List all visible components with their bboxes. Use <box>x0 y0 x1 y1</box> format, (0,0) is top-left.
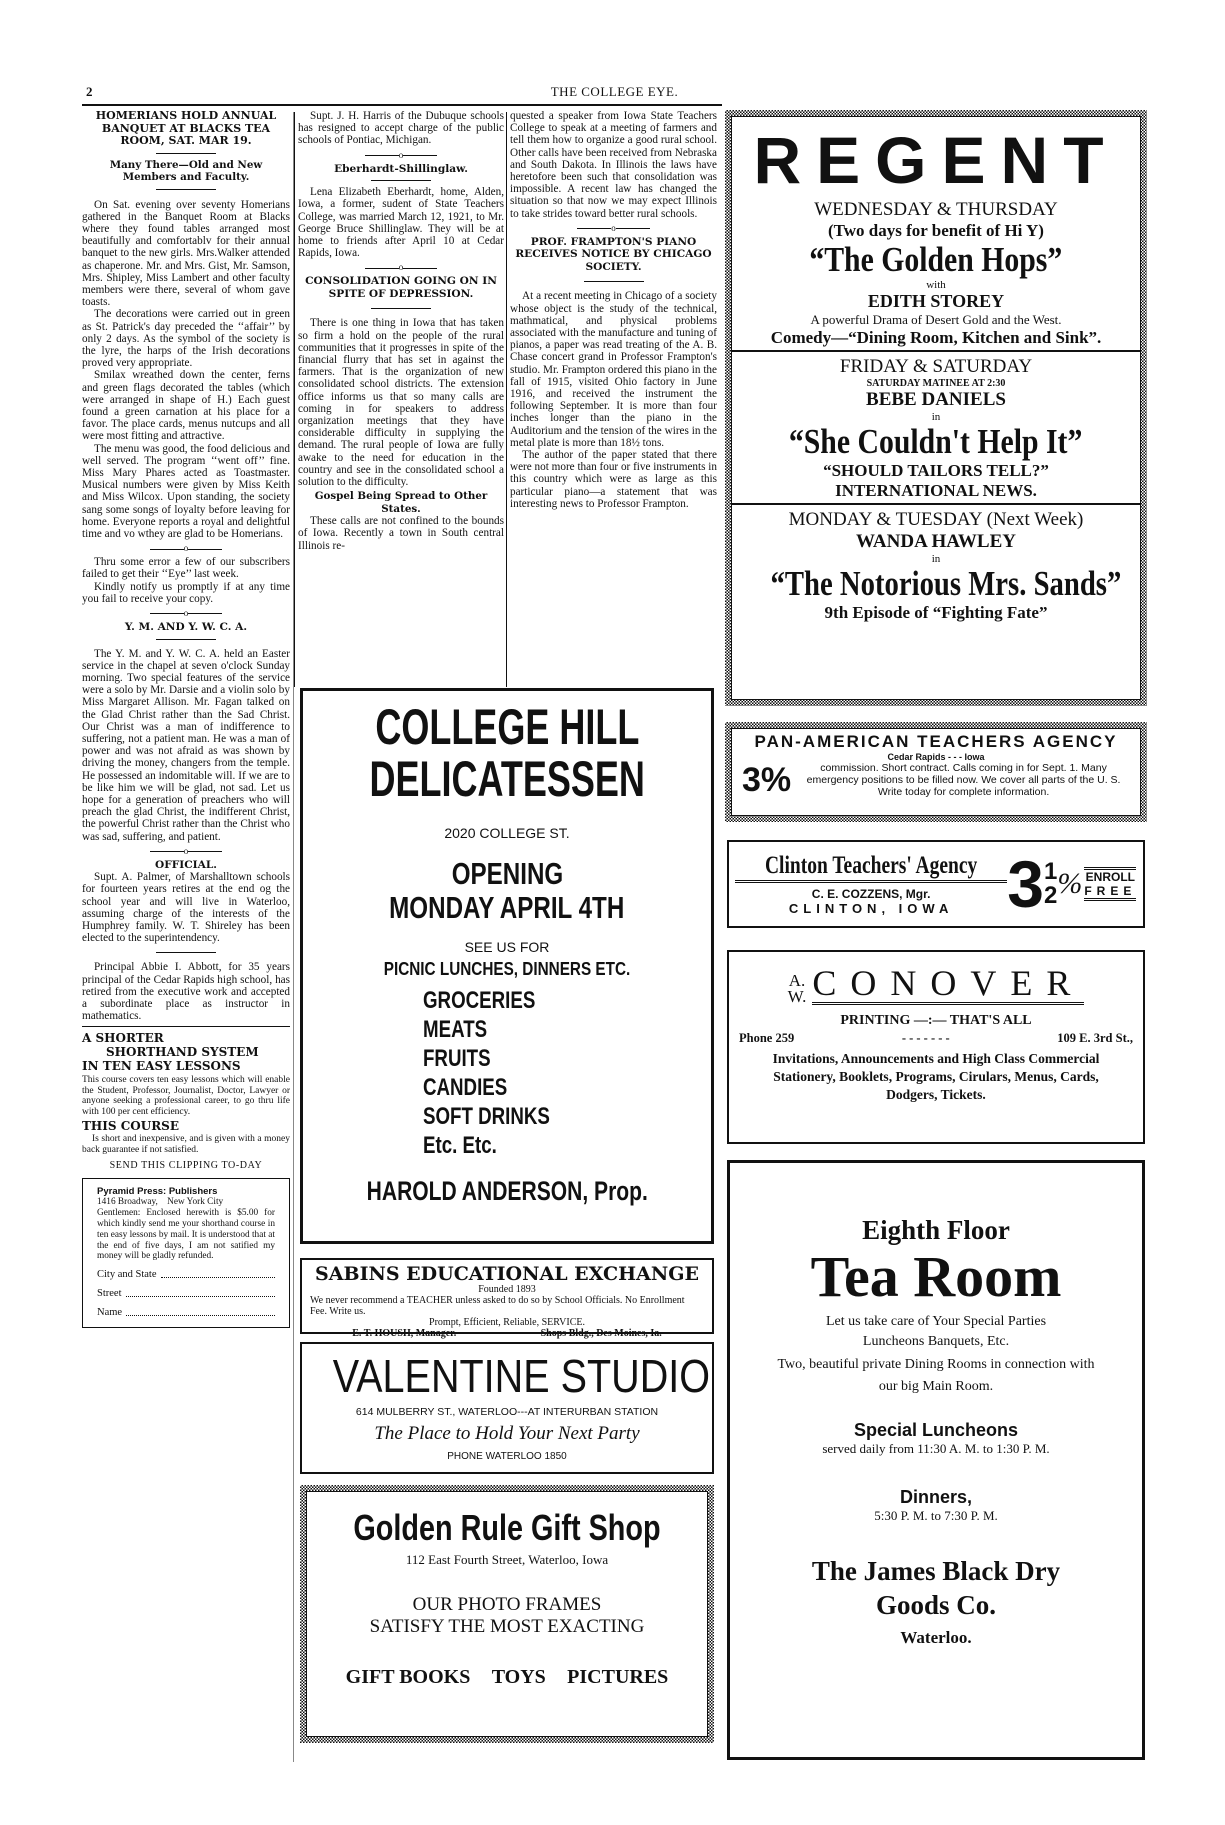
agency-location: Cedar Rapids - - - Iowa <box>887 752 985 762</box>
ad-heading: SHORTHAND SYSTEM <box>106 1045 259 1060</box>
conover-name: CONOVER <box>812 963 1085 1003</box>
lunch-hours: served daily from 11:30 A. M. to 1:30 P. M. <box>822 1441 1050 1456</box>
agency-city: CLINTON, IOWA <box>788 901 954 916</box>
coupon-field-city-state[interactable] <box>97 1270 275 1281</box>
gift-item: GIFT BOOKS <box>345 1666 471 1688</box>
article-paragraph: At a recent meeting in Chicago of a society whose object is the study of the technical, mathmatical, and physical problems associated with the manufacture and tuning of pianos, a paper was read treating of the A. B. Chase concert grand in Professor Frampton's studio. Mr. Frampton ordered this piano in the fall of 1915, visited Ohio factory in June 1916, and received the instrument the following September. It is more than four inches longer than the piano in the Auditorium and the tension of the wires in the metal plate is more than 18½ tons. <box>510 290 717 449</box>
field-label: City and State <box>97 1269 157 1281</box>
company-name: The James Black Dry Goods Co. <box>811 1556 1061 1620</box>
article-paragraph: The decorations were carried out in green as St. Patrick's day preceded the ‘‘affair’’ by only 2 days. As the symbol of the society is the lyre, the harps of the Irish decorations proved very appropriate. <box>82 308 290 370</box>
show-note: (Two days for benefit of Hi Y) <box>828 221 1044 240</box>
film-title: “The Golden Hops” <box>809 240 1063 279</box>
column-rule <box>506 112 507 687</box>
column-2: Supt. J. H. Harris of the Dubuque schools has resigned to accept charge of the public schools of Pontiac, Michigan. o Eberhardt-Shillinglaw. Lena Elizabeth Eberhardt, home, Alden, Iowa, a former, sudent of State Teachers College, was married March 12, 1921, to Mr. George Bruce Shillinglaw. They will be at home to friends after April 10 at Cedar Rapids, Iowa. o CONSOLIDATION GOING ON IN SPITE OF DEPRESSION. There is one thing in Iowa that has taken so firm a hold on the people of the rural communities that it progresses in spite of the financial flurry that has set in against the farmers. That is the organization of new consolidated school districts. The extension office informs us that so many calls are coming in for speakers to address organization meetings that they have considerable difficulty in supplying the demand. The rural people of Iowa are fully awake to the need for education in the country and see in the consolidated school a solution to the difficulty. Gospel Being Spread to Other States. These calls are not confined to the bounds of Iowa. Recently a town in South central Illinois re- <box>298 110 504 552</box>
subhead-homerians: Many There—Old and New Members and Faculty. <box>109 158 263 183</box>
sabins-address: Shops Bldg., Des Moines, Ia. <box>540 1328 662 1339</box>
agency-body: commission. Short contract. Calls coming in for Sept. 1. Many emergency positions to be filled now. We cover all parts of the U. S. Write today for complete information. <box>806 762 1121 798</box>
article-paragraph: Lena Elizabeth Eberhardt, home, Alden, Iowa, a former, sudent of State Teachers College, was married March 12, 1921, to Mr. George Bruce Shillinglaw. They will be at home to friends after April 10 at Cedar Rapids, Iowa. <box>298 186 504 260</box>
article-paragraph: Supt. A. Palmer, of Marshalltown schools for fourteen years retires at the end og the school year and will live in Waterloo, assuming charge of the interests of the Humphrey family. W. T. Shireley has been elected to the superintendency. <box>82 871 290 945</box>
film-star: WANDA HAWLEY <box>856 531 1016 552</box>
coupon-body: Gentlemen: Enclosed herewith is $5.00 for which kindly send me your shorthand course in ten easy lessons by mail. It is understood that at the end of five days, I am not satified my money will be gladly refunded. <box>97 1208 275 1262</box>
sabins-service: Prompt, Efficient, Reliable, SERVICE. <box>429 1317 585 1328</box>
field-label: Street <box>97 1288 122 1300</box>
article-paragraph: There is one thing in Iowa that has taken so firm a hold on the people of the rural communities that it progresses in spite of the financial flurry that has set in against the farmers. That is the organization of new consolidated school districts. The extension office informs us that so many calls are coming in for speakers to address organization meetings that they have considerable difficulty in supplying the demand. The rural people of Iowa are fully awake to the need for education in the country and see in the consolidated school a solution to the difficulty. <box>298 317 504 488</box>
show-days: WEDNESDAY & THURSDAY <box>814 199 1058 220</box>
regent-title: REGENT <box>753 123 1119 197</box>
film-description: A powerful Drama of Desert Gold and the West. <box>810 312 1062 327</box>
initials: A. <box>788 971 806 990</box>
film-star: BEBE DANIELS <box>866 389 1006 410</box>
deli-proprietor: HAROLD ANDERSON, Prop. <box>366 1176 648 1206</box>
deli-text: SEE US FOR <box>464 939 550 955</box>
tea-room-floor: Eighth Floor <box>862 1215 1010 1245</box>
deli-item: Etc. Etc. <box>423 1132 497 1159</box>
article-paragraph: Kindly notify us promptly if at any time you fail to receive your copy. <box>82 580 290 605</box>
coupon-field-street[interactable] <box>97 1289 275 1300</box>
conover-address: 109 E. 3rd St., <box>1057 1031 1133 1045</box>
show-note: SATURDAY MATINEE AT 2:30 <box>866 378 1006 389</box>
film-title: “SHOULD TAILORS TELL?” <box>823 461 1049 480</box>
deli-item: FRUITS <box>423 1045 491 1072</box>
enroll-text: ENROLL <box>1085 870 1135 884</box>
gift-item: TOYS <box>491 1666 546 1688</box>
conover-phone: Phone 259 <box>739 1031 795 1045</box>
article-paragraph: These calls are not confined to the bounds of Iowa. Recently a town in South central Illinois re- <box>298 515 504 552</box>
fraction-numerator: 1 <box>1043 858 1058 885</box>
valentine-address: 614 MULBERRY ST., WATERLOO---AT INTERURBAN STATION <box>355 1406 659 1418</box>
fraction-denominator: 2 <box>1043 882 1058 909</box>
agency-title: Clinton Teachers' Agency <box>764 852 978 879</box>
free-text: FREE <box>1084 884 1137 898</box>
conover-tagline: PRINTING —:— THAT'S ALL <box>840 1013 1032 1028</box>
agency-manager: C. E. COZZENS, Mgr. <box>811 887 931 901</box>
commission-rate: 3% <box>742 761 792 799</box>
article-paragraph: Thru some error a few of our subscribers failed to get their ‘‘Eye’’ last week. <box>82 556 290 581</box>
gift-shop-title: Golden Rule Gift Shop <box>353 1507 661 1548</box>
film-title: “The Notorious Mrs. Sands” <box>770 564 1122 603</box>
article-paragraph: On Sat. evening over seventy Homerians gathered in the Banquet Room at Blacks where they found tables arranged most beautifully and comfortablv for their annual banquet to the new girls. Mrs.Walker attended as chaperone. Mr. and Mrs. Gist, Mr. Samson, Mrs. Shipley, Miss Lambert and other faculty members were there, several of whom gave toasts. <box>82 198 290 309</box>
page-number: 2 <box>86 84 93 99</box>
headline-official: OFFICIAL. <box>155 858 217 871</box>
newsreel: INTERNATIONAL NEWS. <box>732 481 1140 505</box>
article-paragraph: quested a speaker from Iowa State Teachers College to speak at a meeting of farmers and tell them how to organize a good rural school. Other calls have been received from Nebraska and South Dakota. In Illinois the laws have heretofore been such that consolidation was impossible. A recent law has changed the situation so that now we may expect Illinois to take strides toward better rural schools. <box>510 110 717 220</box>
coupon-publisher: Pyramid Press: Publishers <box>97 1185 218 1197</box>
article-paragraph: Supt. J. H. Harris of the Dubuque schools has resigned to accept charge of the public schools of Pontiac, Michigan. <box>298 110 504 147</box>
deli-title: DELICATESSEN <box>369 751 645 807</box>
order-coupon <box>82 1178 290 1328</box>
page-header <box>82 84 1147 104</box>
show-note: with <box>926 279 946 291</box>
headline-ymca: Y. M. AND Y. W. C. A. <box>124 621 248 633</box>
dinner-hours: 5:30 P. M. to 7:30 P. M. <box>874 1508 998 1523</box>
clinton-agency-ad <box>727 840 1145 928</box>
article-paragraph: The author of the paper stated that there were not more than four or five instruments in this country which were as large as this particular piano—a statement that was interesting news to Professor Frampton. <box>510 448 717 510</box>
deli-item: SOFT DRINKS <box>423 1103 550 1130</box>
golden-rule-ad <box>300 1485 714 1743</box>
percent-sign: % <box>1057 867 1083 900</box>
deli-item: CANDIES <box>423 1074 508 1101</box>
comedy-title: Comedy—“Dining Room, Kitchen and Sink”. <box>732 328 1140 352</box>
dashes: - - - - - - - <box>901 1031 950 1045</box>
sabins-manager: E. T. HOUSH, Manager. <box>352 1328 457 1339</box>
dinner-heading: Dinners, <box>899 1487 973 1507</box>
serial-episode: 9th Episode of “Fighting Fate” <box>824 603 1048 622</box>
agency-title: PAN-AMERICAN TEACHERS AGENCY <box>754 732 1118 751</box>
sabins-title: SABINS EDUCATIONAL EXCHANGE <box>315 1263 699 1285</box>
ad-body: Is short and inexpensive, and is given with a money back guarantee if not satisfied. <box>82 1134 290 1155</box>
sabins-ad <box>300 1258 714 1339</box>
deli-item: GROCERIES <box>423 987 536 1014</box>
valentine-studio-ad <box>300 1342 714 1474</box>
headline-consolidation: CONSOLIDATION GOING ON IN SPITE OF DEPRESSION. <box>305 275 497 300</box>
gift-shop-text: SATISFY THE MOST EXACTING <box>369 1616 645 1637</box>
article-paragraph: The Y. M. and Y. W. C. A. held an Easter service in the chapel at seven o'clock Sunday morning. Two special features of the service were a solo by Mr. Darsie and a violin solo by Miss Margaret Allison. Mr. Fagan talked on the Glad Christ rather than the Sad Christ. Our Christ was a man of indifference to suffering, not a patient man. He was a man of power and was not afraid as was shown by driving the money, changers from the temple. He possessed an indomitable will. If we are to be like him we will be glad, not sad. Let us hope for a generation of preachers who will preach the glad Christ, the indifferent Christ, the powerful Christ rather than the Christ who was sad, suffering, and patient. <box>82 647 290 843</box>
valentine-tagline: The Place to Hold Your Next Party <box>374 1423 640 1444</box>
newspaper-title: THE COLLEGE EYE. <box>550 84 679 99</box>
column-3: quested a speaker from Iowa State Teachers College to speak at a meeting of farmers and tell them how to organize a good rural school. Other calls have been received from Nebraska and South Dakota. In Illinois the laws have heretofore been such that consolidation was impossible. A recent law has changed the situation so that now we may expect Illinois to take strides toward better rural schools. o PROF. FRAMPTON'S PIANO RECEIVES NOTICE BY CHICAGO SOCIETY. At a recent meeting in Chicago of a society whose object is the study of the technical, mathmatical, and physical problems associated with the manufacture and tuning of pianos, a paper was read treating of the A. B. Chase concert grand in Professor Frampton's studio. Mr. Frampton ordered this piano in the fall of 1915, visited Ohio factory in June 1916, and received the instrument the following September. It is more than four inches longer than the piano in the Auditorium and the tension of the wires in the metal plate is more than 18½ tons. The author of the paper stated that there were not more than four or five instruments in this country which were as large as this particular piano—a statement that was interesting news to Professor Frampton. <box>510 110 717 510</box>
conover-printing-ad <box>727 950 1145 1144</box>
gift-shop-text: OUR PHOTO FRAMES <box>412 1594 602 1615</box>
show-days: FRIDAY & SATURDAY <box>839 356 1033 377</box>
gift-shop-address: 112 East Fourth Street, Waterloo, Iowa <box>405 1552 609 1567</box>
ad-heading: THIS COURSE <box>82 1119 179 1134</box>
sabins-founded: Founded 1893 <box>478 1284 536 1295</box>
column-rule <box>294 112 295 687</box>
commission-rate: 3 <box>1007 847 1044 921</box>
tea-room-ad <box>727 1160 1145 1760</box>
tea-room-text: Two, beautiful private Dining Rooms in connection with our big Main Room. <box>777 1357 1095 1394</box>
ad-body: This course covers ten easy lessons which will enable the Student, Professor, Journalist, Doctor, Lawyer or anyone seeking a professional career, to go thru life with 100 per cent efficiency. <box>82 1075 290 1117</box>
film-star: EDITH STOREY <box>867 291 1005 311</box>
subhead-gospel: Gospel Being Spread to Other States. <box>314 490 488 515</box>
tea-room-text: Luncheons Banquets, Etc. <box>862 1334 1010 1349</box>
headline-homerians: HOMERIANS HOLD ANNUAL BANQUET AT BLACKS TEA ROOM, SAT. MAR 19. <box>95 109 277 147</box>
film-title: “She Couldn't Help It” <box>789 422 1083 461</box>
header-rule <box>82 104 722 106</box>
deli-title: COLLEGE HILL <box>375 699 639 755</box>
sabins-body: We never recommend a TEACHER unless asked to do so by School Officials. No Enrollment Fee. Write us. <box>310 1295 685 1317</box>
article-paragraph: Smilax wreathed down the center, ferns and green flags decorated the tables (which were arranged in shape of H.) Each guest found a green carnation at his place for a favor. The place cards, menus nutcups and all were most fitting and attractive. <box>82 369 290 443</box>
coupon-address: 1416 Broadway, New York City <box>97 1197 224 1208</box>
show-note: in <box>931 553 941 565</box>
regent-theatre-ad <box>725 110 1147 706</box>
ad-heading: IN TEN EASY LESSONS <box>82 1059 241 1074</box>
lunch-heading: Special Luncheons <box>853 1420 1019 1440</box>
field-label: Name <box>97 1306 123 1318</box>
shorthand-ad <box>82 1026 290 1327</box>
column-rule <box>293 112 294 1762</box>
delicatessen-ad <box>300 688 714 1244</box>
show-note: in <box>931 411 941 423</box>
deli-opening-date: MONDAY APRIL 4TH <box>389 890 625 925</box>
valentine-title: VALENTINE STUDIO <box>332 1350 711 1402</box>
deli-address: 2020 COLLEGE ST. <box>444 825 570 841</box>
company-city: Waterloo. <box>900 1628 972 1647</box>
coupon-field-name[interactable] <box>97 1308 275 1319</box>
conover-services: Invitations, Announcements and High Class Commercial Stationery, Booklets, Programs, Cirulars, Menus, Cards, Dodgers, Tickets. <box>772 1051 1100 1102</box>
initials: W. <box>787 987 807 1006</box>
tea-room-title: Tea Room <box>810 1244 1062 1309</box>
send-clipping-text: SEND THIS CLIPPING TO-DAY <box>109 1160 263 1172</box>
ad-heading: A SHORTER <box>82 1031 164 1046</box>
deli-opening: OPENING <box>451 856 563 891</box>
pan-american-agency-ad <box>725 722 1147 822</box>
article-paragraph: Principal Abbie I. Abbott, for 35 years principal of the Cedar Rapids high school, has retired from the executive work and accepted a subordinate place as instructor in mathematics. <box>82 961 290 1023</box>
show-days: MONDAY & TUESDAY (Next Week) <box>788 509 1084 530</box>
headline-wedding: Eberhardt-Shillinglaw. <box>334 162 468 175</box>
article-paragraph: The menu was good, the food delicious and well served. The program ‘‘went off’’ fine. Miss Mary Phares acted as Toastmaster. Musical numbers were given by Miss Keith and Miss Wilcox. Upon standing, the society sang some songs of loyalty before leaving for home. Everyone reports a royal and delightful time and vo wthey are glad to be Homerians. <box>82 442 290 540</box>
deli-item: MEATS <box>423 1016 488 1043</box>
gift-item: PICTURES <box>567 1666 669 1688</box>
headline-piano: PROF. FRAMPTON'S PIANO RECEIVES NOTICE BY CHICAGO SOCIETY. <box>515 235 712 273</box>
valentine-phone: PHONE WATERLOO 1850 <box>447 1451 567 1462</box>
deli-text: PICNIC LUNCHES, DINNERS ETC. <box>383 959 631 979</box>
column-1: HOMERIANS HOLD ANNUAL BANQUET AT BLACKS TEA ROOM, SAT. MAR 19. Many There—Old and New Members and Faculty. On Sat. evening over seventy Homerians gathered in the Banquet Room at Blacks where they found tables arranged most beautifully and comfortablv for their annual banquet to the new girls. Mrs.Walker attended as chaperone. Mr. and Mrs. Gist, Mr. Samson, Mrs. Shipley, Miss Lambert and other faculty members were there, several of whom gave toasts. The decorations were carried out in green as St. Patrick's day preceded the ‘‘affair’’ by only 2 days. As the symbol of the society is the lyre, the harps of the Irish decorations proved very appropriate. Smilax wreathed down the center, ferns and green flags decorated the tables (which were arranged in shape of H.) Each guest found a green carnation at his place for a favor. The place cards, menus nutcups and all were most fitting and attractive. The menu was good, the food delicious and well served. The program ‘‘went off’’ fine. Miss Mary Phares acted as Toastmaster. Musical numbers were given by Miss Keith and Miss Wilcox. Upon standing, the society sang some songs of loyalty before leaving for home. Everyone reports a royal and delightful time and vo wthey are glad to be Homerians. o Thru some error a few of our subscribers failed to get their ‘‘Eye’’ last week. Kindly notify us promptly if at any time you fail to receive your copy. o Y. M. AND Y. W. C. A. The Y. M. and Y. W. C. A. held an Easter service in the chapel at seven o'clock Sunday morning. Two special features of the service were a solo by Mr. Darsie and a violin solo by Miss Margaret Allison. Mr. Fagan talked on the Glad Christ rather than the Sad Christ. Our Christ was a man of indifference to suffering, not a patient man. He was a man of power and was not afraid as was shown by driving the money, changers from the temple. He possessed an indomitable will. If we are to be like him we will be glad, not sad. Let us hope for a generation of preachers who will preach the glad Christ, the indifferent Christ, the powerful Christ rather than the Christ who was sad, suffering, and patient. o OFFICIAL. Supt. A. Palmer, of Marshalltown schools for fourteen years retires at the end og the school year and will live in Waterloo, assuming charge of the interests of the Humphrey family. W. T. Shireley has been elected to the superintendency. Principal Abbie I. Abbott, for 35 years principal of the Cedar Rapids high school, has retired from the executive work and accepted a subordinate place as instructor in mathematics. A SHORTER SHORTHAND SYSTEM IN TEN EASY LESSONS This course covers ten easy lessons which will enable the Student, Professor, Journalist, Doctor, Lawyer or anyone seeking a professional career, to go thru life with 100 per cent efficiency. THIS COURSE Is short and inexpensive, and is given with a money back guarantee if not satisfied. SEND THIS CLIPPING TO-DAY Pyramid Press: Publishers 1416 Broadway, New York City Gentlemen: Enclosed herewith is $5.00 for which kindly send me your shorthand course in ten easy lessons by mail. It is understood that at the end of five days, I am not satified my money will be gladly refunded. City and State Street Name <box>82 110 290 1328</box>
tea-room-text: Let us take care of Your Special Parties <box>825 1314 1047 1329</box>
